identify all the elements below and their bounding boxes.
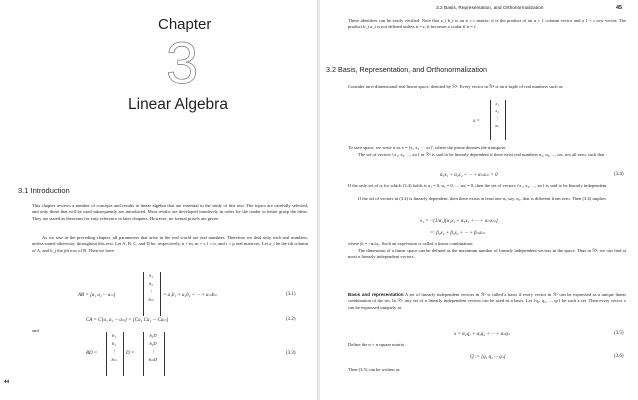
eq-3-3-left-entry: bₘ [111, 357, 117, 362]
top-paragraph: These identities can be easily verified. Note that a_i b_i is an n × r matrix; it is the product of an n × 1 column vector and a 1 × r row vector. The product b_i a_i is not defined unless n = r; it becomes a scalar if n = r. [348, 18, 626, 30]
chapter-title: Linear Algebra [128, 96, 228, 113]
eq-3-2: CA = C[a₁ a₂ ··· aₘ] = [Ca₁ Ca₂ ··· Caₘ] [86, 318, 169, 323]
eq-3-3-left-entry: ⋮ [111, 349, 117, 354]
basis-heading: Basis and representation [348, 292, 404, 297]
eq-3-3-left-entry: b₂ [112, 341, 116, 346]
para-2: To save space, we write it as x = [x₁ x₂ ··· xₙ]′, where the prime denotes the transpose. [348, 145, 507, 150]
eq-3-3-mid: D = [126, 351, 135, 356]
para-4: If the only set of αᵢ for which (3.4) holds is α₁ = 0, α₂ = 0, ..., αₘ = 0, then the set of vectors {x₁, x₂, ..., xₘ} is said to be linearly independent. [348, 183, 608, 188]
eq-x1-line-b: =: β₂x₂ + β₃x₃ + ··· + βₘxₘ [430, 231, 485, 236]
eq-3-6: Q := [q₁ q₂ ··· qₙ] [470, 355, 506, 360]
running-head: 3.2 Basis, Representation, and Orthonormalization [436, 6, 544, 11]
x-vector-entry: x₂ [495, 108, 499, 114]
eq-3-5-number: (3.5) [614, 331, 624, 336]
eq-3-1-col-entry: b₁ [149, 273, 153, 278]
eq-3-3-right-entry: b₂D [149, 341, 157, 346]
eq-3-1-column [143, 272, 159, 304]
and-label: and [32, 328, 39, 333]
x-vector-lhs: x = [473, 119, 480, 124]
section-heading-3-2: 3.2 Basis, Representation, and Orthonormalization [326, 65, 488, 74]
right-page-number: 45 [616, 5, 623, 11]
eq-3-3-right-entry: b₁D [149, 333, 157, 338]
then-text: Then (3.5) can be written as [348, 367, 400, 372]
x-vector-column [490, 100, 504, 130]
eq-3-4-number: (3.4) [614, 172, 624, 177]
eq-3-3-lhs: BD = [86, 351, 98, 356]
eq-3-3-right-column [143, 332, 163, 364]
left-page [0, 0, 317, 400]
eq-3-1-col-entry: ⋮ [148, 289, 154, 294]
basis-paragraph [348, 292, 626, 311]
eq-3-1-rhs: = a₁b₁ + a₂b₂ + ··· + aₘbₘ [163, 293, 218, 298]
x-vector-entry: x₁ [495, 101, 499, 106]
x-vector-entry: ⋮ [494, 115, 500, 121]
intro-paragraph: This chapter reviews a number of concepts and results in linear algebra that are essential in the study of this text. The topics are carefully selected, and only those that will be used subsequently are introduced. Most results are developed intuitively in order for the reader to better grasp the ideas. They are stated as theorems for easy reference in later chapters. However, no formal proofs are given. [32, 203, 308, 221]
eq-3-5: x = α₁q₁ + α₂q₂ + ··· + αₙqₙ [454, 332, 510, 337]
eq-3-2-number: (3.2) [286, 317, 296, 322]
eq-3-1-number: (3.1) [286, 292, 296, 297]
chapter-number: 3 [166, 31, 199, 96]
define-text: Define the n × n square matrix [348, 342, 405, 347]
para-6: where βᵢ = −αᵢ/α₁. Such an expression is called a linear combination. [348, 241, 474, 246]
second-paragraph: As we saw in the preceding chapter, all parameters that arise in the real world are real numbers. Therefore we deal only with real numbers, unless stated otherwise, throughout this text. Let A, B, C, and D be, respectively, n × m, m × r, l × n, and r × p real matrices. Let a_i be the ith column of A, and b_j the jth row of B. Then we have [32, 235, 308, 253]
eq-3-6-number: (3.6) [614, 354, 624, 359]
eq-3-1-col-entry: b₂ [149, 281, 153, 286]
eq-3-3-left-column [106, 332, 122, 364]
eq-3-1-lhs: AB = [a₁ a₂ ··· aₘ] [78, 293, 116, 298]
para-5: If the set of vectors in (3.4) is linearly dependent, then there exists at least one αᵢ, say, α₁, that is different from zero. Then (3.4) implies [358, 196, 606, 201]
x-vector-entry: xₙ [495, 123, 499, 129]
para-1: Consider an n-dimensional real linear space, denoted by ℛⁿ. Every vector in ℛⁿ is an n-tuple of real numbers such as [348, 84, 563, 89]
section-heading-3-1: 3.1 Introduction [18, 186, 70, 195]
eq-3-4: α₁x₁ + α₂x₂ + ··· + αₘxₘ = 0 [440, 173, 498, 178]
left-page-number: 44 [4, 380, 9, 385]
eq-3-3-number: (3.3) [286, 351, 296, 356]
eq-3-3-right-entry: ⋮ [150, 349, 156, 354]
basis-text: A set of linearly independent vectors in ℛⁿ is called a basis if every vector in ℛⁿ can be expressed as a unique linear combination of the set. In ℛⁿ, any set of n linearly independent vectors can be used as a basis. Let {q₁, q₂, ..., qₙ} be such a set. Then every vector x can be expressed uniquely as [348, 292, 626, 310]
right-page [320, 0, 638, 400]
eq-x1-line-a: x₁ = −(1/α₁)[α₂x₂ + α₃x₃ + ··· + αₘxₘ] [420, 219, 498, 224]
para-3: The set of vectors {x₁, x₂, ..., xₘ} in ℛⁿ is said to be linearly dependent if there exist real numbers α₁, α₂, ..., αₘ, not all zero, such that [358, 152, 605, 157]
eq-3-3-right-entry: bₘD [148, 357, 158, 362]
para-7: The dimension of a linear space can be defined as the maximum number of linearly independent vectors in the space. Thus in ℛⁿ, we can find at most n linearly independent vectors. [348, 248, 626, 260]
eq-3-1-col-entry: bₘ [148, 297, 154, 302]
eq-3-3-left-entry: b₁ [112, 333, 116, 338]
chapter-label: Chapter [158, 16, 212, 33]
